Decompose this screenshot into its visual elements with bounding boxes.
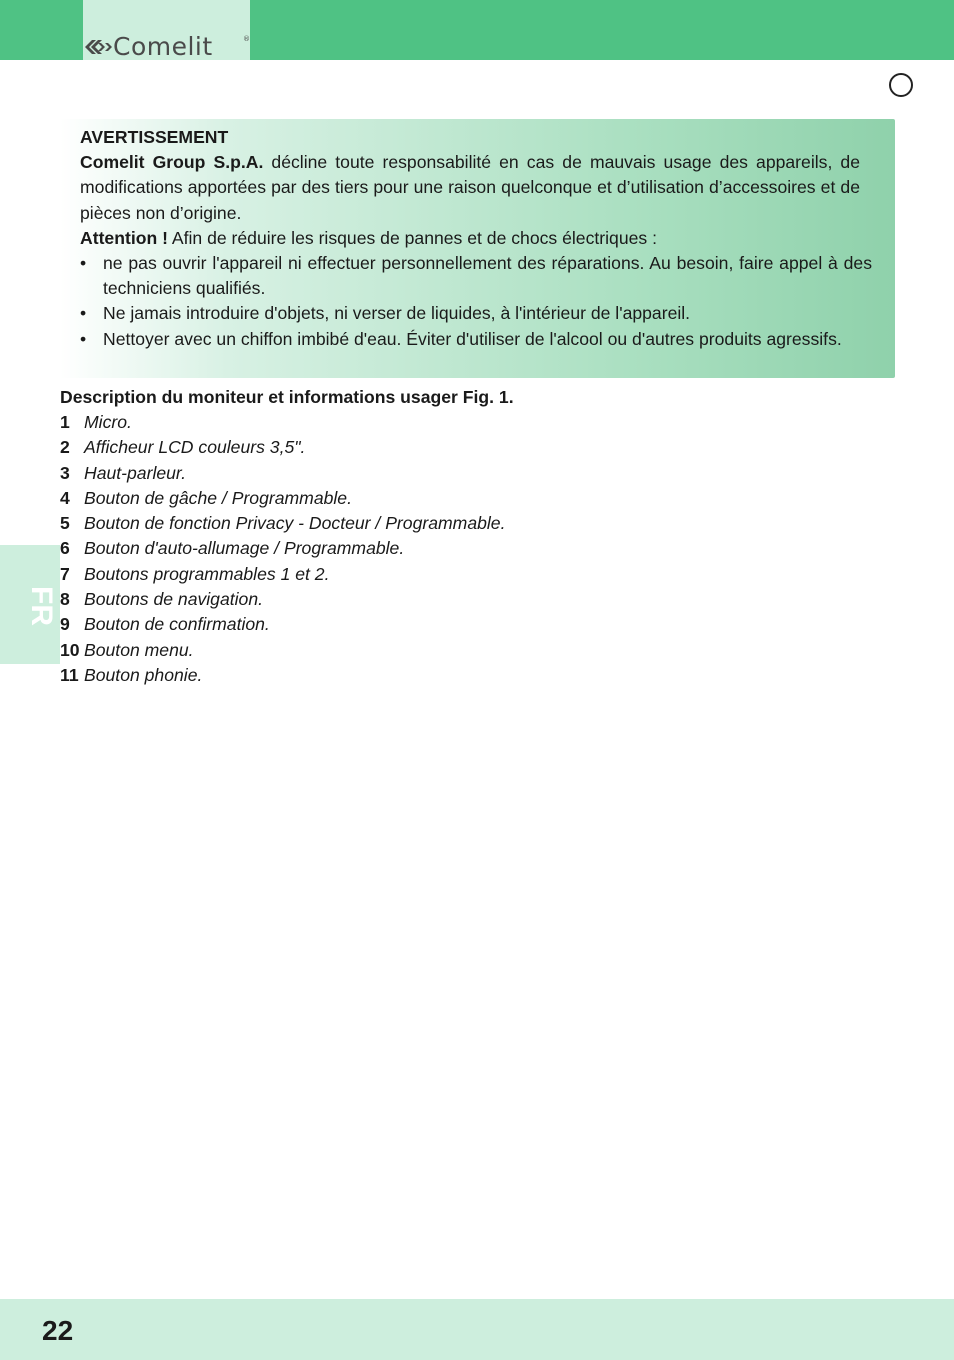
item-text: Bouton menu. bbox=[84, 639, 194, 660]
list-item bbox=[60, 536, 505, 561]
item-text: Micro. bbox=[84, 412, 132, 432]
item-number: 3 bbox=[60, 462, 70, 483]
list-item bbox=[60, 435, 505, 460]
warning-box bbox=[60, 119, 895, 378]
item-text: Haut-parleur. bbox=[84, 462, 187, 483]
item-number: 9 bbox=[60, 614, 70, 635]
item-text: Bouton de gâche / Programmable. bbox=[84, 487, 352, 508]
disclaimer-text: décline toute responsabilité en cas de mauvais usage des appareils, de modifications apportées par des tiers pour une raison quelconque et d’utilisation d’accessoires et de pièces non d’origine. bbox=[80, 152, 860, 223]
attention-line bbox=[80, 226, 872, 251]
warning-bullets bbox=[80, 251, 872, 352]
language-label: FR bbox=[25, 586, 58, 626]
item-number: 5 bbox=[60, 513, 70, 534]
logo bbox=[83, 0, 250, 60]
list-item bbox=[60, 410, 505, 435]
list-item bbox=[60, 638, 505, 663]
list-item bbox=[60, 562, 505, 587]
item-text: Boutons de navigation. bbox=[84, 589, 264, 610]
warning-title: AVERTISSEMENT bbox=[80, 127, 229, 147]
item-number: 2 bbox=[60, 437, 70, 458]
item-text: Bouton phonie. bbox=[84, 664, 203, 685]
footer-bar bbox=[0, 1299, 954, 1360]
item-number: 11 bbox=[60, 664, 79, 685]
attention-label: Attention ! bbox=[80, 227, 168, 248]
list-item bbox=[60, 612, 505, 637]
item-number: 10 bbox=[60, 639, 80, 660]
item-text: Bouton de fonction Privacy - Docteur / Programmable. bbox=[84, 513, 506, 534]
item-text: Bouton d'auto-allumage / Programmable. bbox=[84, 538, 405, 559]
item-text: Afficheur LCD couleurs 3,5". bbox=[84, 437, 306, 458]
company-name: Comelit Group S.p.A. bbox=[80, 152, 264, 173]
comelit-logo-icon bbox=[85, 38, 113, 56]
list-item bbox=[60, 663, 505, 688]
list-item bbox=[60, 587, 505, 612]
item-text: Boutons programmables 1 et 2. bbox=[84, 563, 330, 584]
warning-disclaimer bbox=[80, 150, 872, 226]
list-item: • Ne jamais introduire d'objets, ni verser de liquides, à l'intérieur de l'appareil. bbox=[80, 301, 872, 326]
circle-icon bbox=[889, 73, 913, 97]
attention-text: Afin de réduire les risques de pannes et de chocs électriques : bbox=[167, 227, 657, 248]
registered-mark: ® bbox=[243, 35, 250, 43]
logo-text: Comelit bbox=[113, 32, 213, 61]
item-number: 8 bbox=[60, 589, 70, 610]
item-number: 6 bbox=[60, 538, 70, 559]
list-item bbox=[60, 461, 505, 486]
list-item bbox=[60, 486, 505, 511]
page-number: 22 bbox=[42, 1315, 74, 1346]
item-number: 7 bbox=[60, 563, 70, 584]
item-number: 4 bbox=[60, 487, 70, 508]
description-list bbox=[60, 410, 505, 688]
section-title: Description du moniteur et informations usager Fig. 1. bbox=[60, 387, 514, 407]
item-text: Bouton de confirmation. bbox=[84, 614, 270, 635]
list-item: • ne pas ouvrir l'appareil ni effectuer personnellement des réparations. Au besoin, faire appel à des techniciens qualifiés. bbox=[80, 251, 872, 301]
item-number: 1 bbox=[60, 412, 70, 432]
list-item bbox=[60, 511, 505, 536]
list-item: • Nettoyer avec un chiffon imbibé d'eau. Éviter d'utiliser de l'alcool ou d'autres produits agressifs. bbox=[80, 327, 872, 352]
